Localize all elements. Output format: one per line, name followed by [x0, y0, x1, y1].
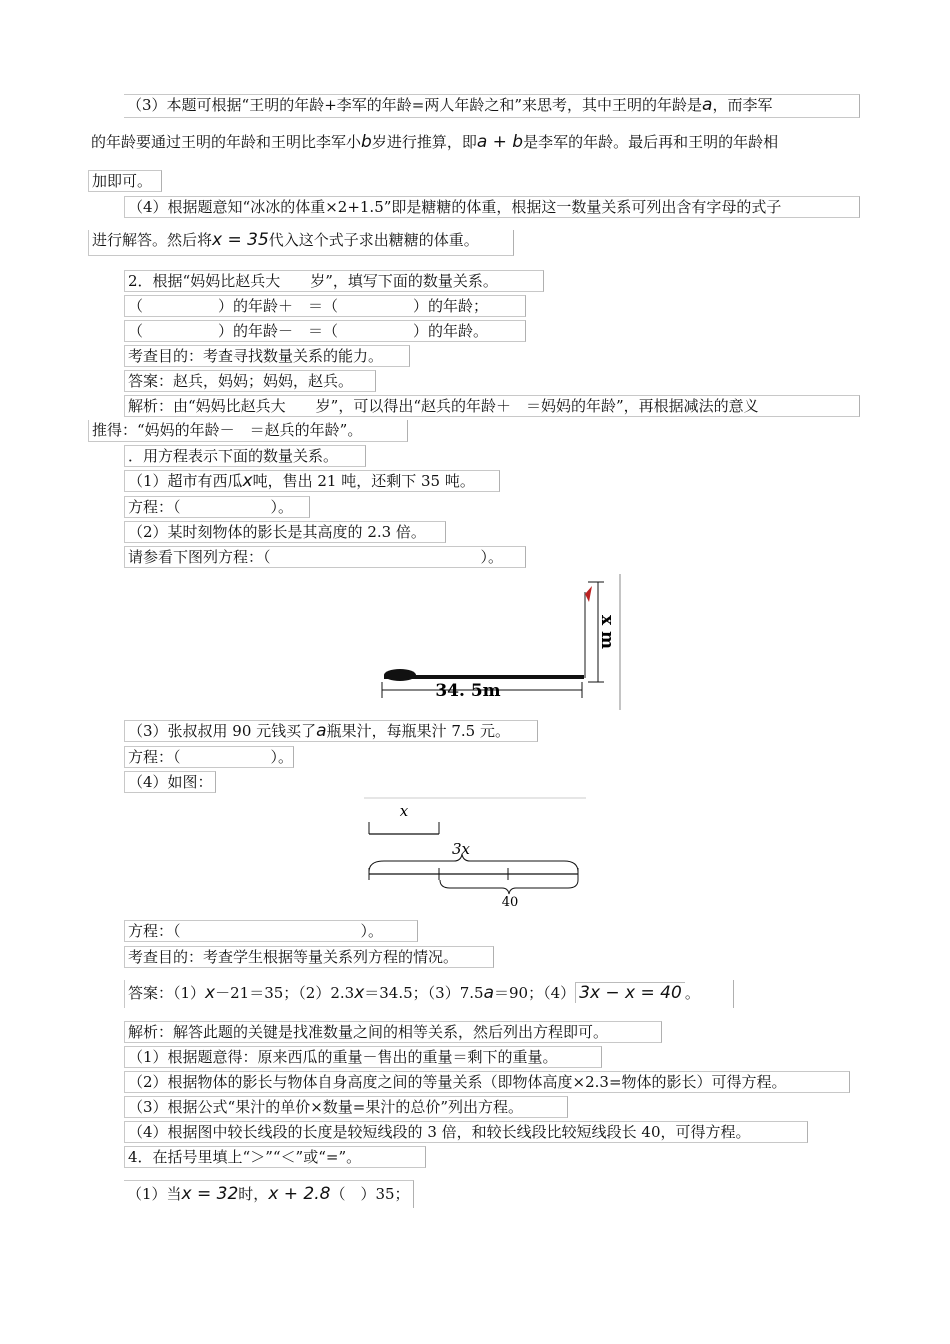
note-3-line2: 的年龄要通过王明的年龄和王明比李军小b岁进行推算，即a + b是李军的年龄。最后再和王明的年龄相	[91, 132, 779, 152]
q2-answer: 答案：赵兵，妈妈；妈妈，赵兵。	[124, 370, 376, 392]
shadow-length-label: 34. 5m	[435, 681, 501, 701]
q2-row2: （ ）的年龄－ ＝（ ）的年龄。	[124, 320, 526, 342]
q3-analysis-4: （4）根据图中较长线段的长度是较短线段的 3 倍，和较长线段比较短线段长 40，可得方程。	[124, 1121, 808, 1143]
note-4-line1: （4）根据题意知“冰冰的体重×2+1.5”即是糖糖的体重，根据这一数量关系可列出含有字母的式子	[124, 196, 860, 218]
expr-x-plus-2-8: x + 2.8	[268, 1184, 331, 1204]
q3-analysis: 解析：解答此题的关键是找准数量之间的相等关系，然后列出方程即可。	[124, 1021, 662, 1043]
q4-s1: （1）当x = 32时，x + 2.8（ ）35；	[124, 1180, 414, 1208]
q2-title: 2．根据“妈妈比赵兵大 岁”，填写下面的数量关系。	[124, 270, 544, 292]
answer-eq-4: 3x − x = 40	[575, 982, 685, 1003]
q3-eq1: 方程：（ ）。	[124, 496, 310, 518]
expr-x-eq-35: x = 35	[212, 230, 269, 250]
note-3-line3: 加即可。	[88, 170, 162, 192]
height-label: x m	[597, 614, 617, 650]
q3-analysis-3: （3）根据公式“果汁的单价×数量=果汁的总价”列出方程。	[124, 1096, 568, 1118]
long-segment-brace	[369, 854, 578, 872]
var-x: x	[242, 471, 253, 491]
q3-s1: （1）超市有西瓜x吨，售出 21 吨，还剩下 35 吨。	[124, 470, 500, 492]
flag-icon	[585, 586, 592, 602]
expr-a-plus-b: a + b	[476, 132, 524, 152]
q3-eq2: 请参看下图列方程：（ ）。	[124, 546, 526, 568]
short-segment-label: x	[399, 802, 409, 820]
q3-eq4: 方程：（ ）。	[124, 920, 418, 942]
q3-s4: （4）如图：	[124, 771, 216, 793]
answer-x-1: x	[205, 983, 216, 1003]
q3-title: ．用方程表示下面的数量关系。	[124, 445, 366, 467]
difference-brace	[440, 880, 578, 894]
q3-analysis-1: （1）根据题意得：原来西瓜的重量－售出的重量＝剩下的重量。	[124, 1046, 602, 1068]
long-segment-label: 3x	[451, 840, 471, 858]
q2-analysis-line1: 解析：由“妈妈比赵兵大 岁”，可以得出“赵兵的年龄＋ ＝妈妈的年龄”，再根据减法的意义	[124, 395, 860, 417]
q3-s3: （3）张叔叔用 90 元钱买了a瓶果汁，每瓶果汁 7.5 元。	[124, 720, 538, 742]
var-a: a	[316, 721, 327, 741]
note-4-line2: 进行解答。然后将x = 35代入这个式子求出糖糖的体重。	[88, 230, 514, 256]
q3-s2: （2）某时刻物体的影长是其高度的 2.3 倍。	[124, 521, 446, 543]
q3-eq3: 方程：（ ）。	[124, 746, 294, 768]
note-3-line1: （3）本题可根据“王明的年龄+李军的年龄=两人年龄之和”来思考，其中王明的年龄是a，而李军	[124, 94, 860, 118]
var-a: a	[702, 95, 713, 115]
q2-purpose: 考查目的：考查寻找数量关系的能力。	[124, 345, 410, 367]
q4-title: 4．在括号里填上“＞”“＜”或“=”。	[124, 1146, 426, 1168]
var-b: b	[361, 132, 372, 152]
condition-x-eq-32: x = 32	[181, 1184, 239, 1204]
q3-answer: 答案：（1）x－21＝35；（2）2.3x＝34.5；（3）7.5a＝90；（4） 3x − x = 40 。	[124, 980, 734, 1008]
q3-analysis-2: （2）根据物体的影长与物体自身高度之间的等量关系（即物体高度×2.3=物体的影长）可得方程。	[124, 1071, 850, 1093]
q2-analysis-line2: 推得：“妈妈的年龄－ ＝赵兵的年龄”。	[88, 420, 408, 442]
q3-purpose: 考查目的：考查学生根据等量关系列方程的情况。	[124, 946, 494, 968]
q2-row1: （ ）的年龄＋ ＝（ ）的年龄；	[124, 295, 526, 317]
shadow-figure	[370, 572, 626, 712]
answer-a-3: a	[483, 983, 494, 1003]
segment-figure	[364, 796, 590, 910]
answer-x-2: x	[354, 983, 365, 1003]
difference-label: 40	[501, 895, 519, 910]
